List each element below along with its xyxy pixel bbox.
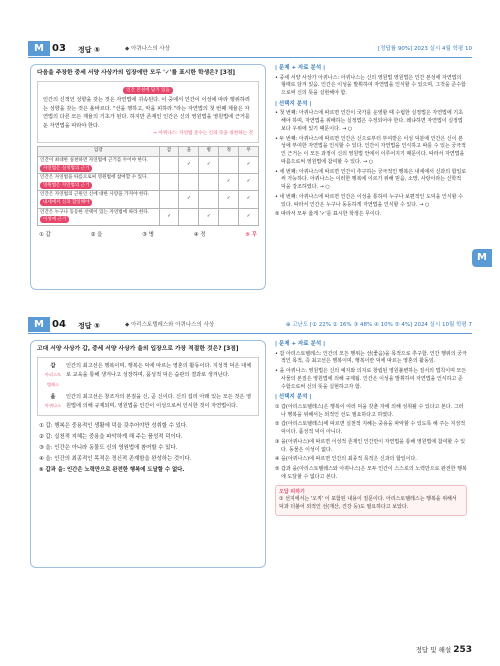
tip-heading: 오답 피하기 (279, 488, 305, 495)
analysis-heading: | 문제 + 자료 분석 | (275, 341, 326, 347)
option[interactable]: ④ 을: 인간의 최종적인 목적은 정신적 존재함을 완성하는 것이다. (39, 456, 192, 463)
tip-text: ① 선지에서는 '오직' 이 포함된 내용이 질문이다. 아리스토텔레스는 행복을 위해서 덕과 더불어 외적인 선(재산, 건강 등)도 필요하다고 보았다. (279, 496, 457, 511)
speaker-eul-label: 아퀴나스 (44, 402, 62, 408)
check-cell: ✓ (199, 156, 219, 173)
section-tag: M (28, 317, 50, 332)
choice[interactable]: ② 을 (90, 232, 103, 239)
passage (37, 357, 259, 415)
check-cell (199, 174, 219, 191)
row-label: 인간은 자연법의 근원인 신에 대한 사랑을 가져야 한다. (40, 192, 150, 198)
explanation-column (275, 338, 467, 516)
footer-label: 정답 및 해설 (415, 645, 452, 654)
check-cell: ✓ (159, 208, 179, 225)
speaker-gap-label: 아리스토텔레스 (44, 372, 62, 387)
question-box (30, 64, 266, 290)
page-number: 253 (453, 644, 472, 655)
check-cell: ✓ (239, 208, 259, 225)
option[interactable]: ② 갑: 실천적 지혜는 중용을 파악하게 해 주는 품성적 덕이다. (39, 433, 183, 440)
answer-choices (31, 229, 265, 243)
check-cell: ✓ (239, 191, 259, 208)
choice[interactable]: ① 갑 (39, 232, 51, 239)
passage-note: → 아퀴나스: 자연법 준수는 신의 뜻을 실천하는 것 (153, 131, 253, 137)
row-note: 자연법은 실정법의 근거 (40, 165, 92, 172)
checkbox-table (37, 146, 259, 226)
final-answer: ⑤ 따라서 모두 옳게 '✓'를 표시한 학생은 무이다. (275, 211, 382, 218)
choices-heading: | 선택지 분석 | (275, 100, 312, 107)
question-meta: [정답률 90%] 2023 실시 4월 학평 10 (377, 46, 472, 52)
row-label: 인간은 자연법을 따름으로써 영원법에 참여할 수 있다. (40, 175, 148, 181)
check-cell (199, 191, 219, 208)
choice[interactable]: ③ 병 (142, 232, 154, 239)
table-header: 을 (179, 146, 199, 156)
choice-analysis: ② 갑(아리스토텔레스)에 따르면 실천적 지혜는 중용을 파악할 수 있도록 해 주는 지성적 덕이다. 품성적 덕이 아니다. (275, 421, 466, 436)
check-cell (159, 191, 179, 208)
passage-eul: 인간의 최고선은 창조자의 본질을 신, 곧 신이다. 신의 섭리 아래 있는 모든 것은 영원법에 의해 규제되며, 영원법을 인간이 이성으로써 인식한 것이 자연법이다. (66, 393, 252, 409)
passage-text: 인간의 신적인 성향을 갖는 것은 자연법에 귀속된다. 이 중에서 인간이 이성에 따라 행위하려는 성향을 갖는 것은 올바르다. "선을 행하고, 악을 피하라."라는 자연법의 첫 번째 계율은 자연법의 다른 모든 계율의 기초가 된다. 하지만 존재인 인간은 신의 영원법을 영원법에 근거를 둔 자연법을 따라야 한다. (43, 96, 250, 129)
table-header: 입장 (38, 146, 160, 156)
annotation-pill: 인간 본성에 담겨 있음 (123, 87, 172, 94)
question-topic: ◆ 아리스토텔레스와 아퀴나스의 사상 (125, 322, 215, 328)
table-header: 정 (219, 146, 239, 156)
table-header: 갑 (159, 146, 179, 156)
check-cell: ✓ (219, 174, 239, 191)
check-cell: ✓ (199, 208, 219, 225)
check-cell: ✓ (219, 191, 239, 208)
table-header: 무 (239, 146, 259, 156)
row-label: 인간이 최대한 실천하면 자연법에 근거를 두어야 한다. (40, 157, 148, 163)
check-cell (219, 156, 239, 173)
tip-box (275, 485, 467, 516)
check-cell: ✓ (179, 191, 199, 208)
question-title: 다음을 주장한 중세 서양 사상가의 입장에만 모두 '✓'를 표시한 학생은? [3점] (37, 70, 236, 76)
choices-heading: | 선택지 분석 | (275, 394, 312, 401)
check-cell (159, 174, 179, 191)
choice-analysis: ① 갑(아리스토텔레스)은 행복이 여러 덕을 갖춘 자에 의해 성취될 수 있다고 본다. 그러나 행복을 위해서는 외적인 선도 필요하다고 하였다. (275, 403, 464, 418)
choice-correct[interactable]: ⑤ 무 (245, 232, 257, 239)
choice[interactable]: ④ 정 (193, 232, 206, 239)
analysis-heading: | 문제 + 자료 분석 | (275, 65, 326, 71)
choice-analysis: • 세 번째: 아퀴나스에 따르면 인간이 추구하는 궁극적인 행복은 내세에서 신과의 합일로써 가능하다. 아퀴나스는 이러한 행복에 이르기 위해 믿음, 소망, 사랑이라는 신학적 덕을 강조하였다. → ○ (275, 168, 467, 191)
question-topic: ◆ 아퀴나스의 사상 (125, 46, 170, 52)
choice-analysis: • 두 번째: 아퀴나스에 따르면 인간은 신으로부터 부여받은 이성 덕분에 인간은 신이 본성에 부여한 자연법을 인식할 수 있다. 인간이 자연법을 인식하고 따를 수 있는 궁극적인 근거는 이 모든 과정이 신의 영원법 안에서 이루어지기 때문이다. 따라서 자연법을 따름으로써 영원법에 참여할 수 있다. → ○ (275, 135, 466, 165)
answer-label: 정답 ⑤ (78, 46, 100, 54)
question-number: 03 (52, 43, 66, 54)
row-note: 이성에 근거 (40, 216, 69, 223)
speaker-eul: 을 (50, 393, 56, 400)
choice-analysis: ④ 을(아퀴나스)에 따르면 인간의 최종적 목적은 신과의 합일이다. (275, 456, 417, 463)
question-number: 04 (52, 319, 66, 330)
row-note: 내세에서 신과 합일해야 (40, 199, 92, 206)
section-tag: M (28, 41, 50, 56)
choice-analysis: • 첫 번째: 아퀴나스에 따르면 인간이 국가를 운영할 때 수립한 실정법은 자연법에 기초해야 하며, 자연법을 위배하는 실정법은 수정되어야 한다. 왜냐하면 자연법이 실정법보다 우위에 있기 때문이다. → ○ (275, 110, 463, 132)
check-cell: ✓ (239, 156, 259, 173)
check-cell (179, 208, 199, 225)
check-cell (219, 208, 239, 225)
table-row (38, 208, 259, 225)
check-cell: ✓ (179, 156, 199, 173)
page-footer (416, 644, 472, 657)
passage-gap: 인간의 최고선은 행복이며, 행복은 덕에 따르는 영혼의 활동이다. 지성적 덕은 대체로 교육을 통해 생겨나고 성장하며, 품성적 덕은 습관의 결과로 생겨난다. (66, 363, 252, 379)
analysis-text: • 갑 아리스토텔레스: 인간의 모든 행위는 선(좋음)을 목적으로 추구함. 인간 행위의 궁극적인 목적, 즉 최고선은 행복이며, 행복이란 덕에 따르는 영혼의 활동임. (275, 350, 467, 365)
answer-options (31, 418, 265, 479)
check-cell (179, 174, 199, 191)
choice-analysis: ⑤ 갑과 을(아리스토텔레스와 아퀴나스)은 모두 인간이 스스로의 노력만으로 완전한 행복에 도달할 수 없다고 본다. (275, 466, 467, 480)
section-divider (28, 333, 472, 334)
speaker-gap: 갑 (50, 363, 56, 370)
table-header: 병 (199, 146, 219, 156)
table-row (38, 156, 259, 173)
row-note: 영원법은 자연법의 근거 (40, 182, 92, 189)
question-box (30, 340, 266, 568)
choice-analysis: ③ 을(아퀴나스)에 따르면 이성적 존재인 인간만이 자연법을 통해 영원법에 참여할 수 있다. 동물은 이성이 없다. (275, 438, 466, 453)
option-correct[interactable]: ⑤ 갑과 을: 인간은 노력만으로 완전한 행복에 도달할 수 없다. (39, 467, 185, 474)
table-row (38, 191, 259, 208)
row-label: 인간은 누구나 동등한 선택이 있는 자연법에 따라 한다. (40, 209, 150, 215)
table-row (38, 174, 259, 191)
side-tab: M (472, 249, 492, 267)
explanation-column (275, 62, 467, 221)
choice-analysis: • 네 번째: 아퀴나스에 따르면 인간은 이성을 통하여 누구나 보편적인 도덕을 인식할 수 있다. 따라서 인간은 누구나 동등하게 자연법을 인식할 수 있다. → ○ (275, 193, 463, 208)
option[interactable]: ① 갑: 행복은 중용적인 생활에 덕을 갖추어야만 성취할 수 있다. (39, 422, 188, 429)
section-divider (28, 57, 472, 58)
analysis-text: • 을 아퀴나스: 영원법은 신의 예지와 의지로 창립된 영원불변하는 질서의 법칙이며 모든 사물의 본질은 영원법에 의해 규제됨. 인간은 이성을 발휘하여 자연법을 인식하고 준수함으로써 신의 뜻을 실현하고자 함. (275, 368, 467, 390)
question-meta: ⊕ 고난도 [① 22% ② 16% ③ 48% ④ 10% ⑤ 4%] 2024 실시 10월 학평 7 (285, 322, 472, 328)
check-cell: ✓ (239, 174, 259, 191)
option[interactable]: ③ 을: 인간은 아니라 동물도 신의 영원법에 참여할 수 있다. (39, 445, 178, 452)
question-title: 고대 서양 사상가 갑, 중세 서양 사상가 을의 입장으로 가장 적절한 것은? [3점] (37, 346, 239, 352)
passage (37, 81, 259, 142)
check-cell (159, 156, 179, 173)
answer-label: 정답 ⑤ (78, 322, 100, 330)
analysis-text: • 중세 서양 사상가 아퀴나스: 아퀴나스는 신의 영원법 영원법은 인간 본성에 자연법의 형태로 담겨 있음. 인간은 이성을 발휘하여 자연법을 인식할 수 있으며, 그것을 준수함으로써 신의 뜻을 실현해야 함. (275, 74, 466, 97)
